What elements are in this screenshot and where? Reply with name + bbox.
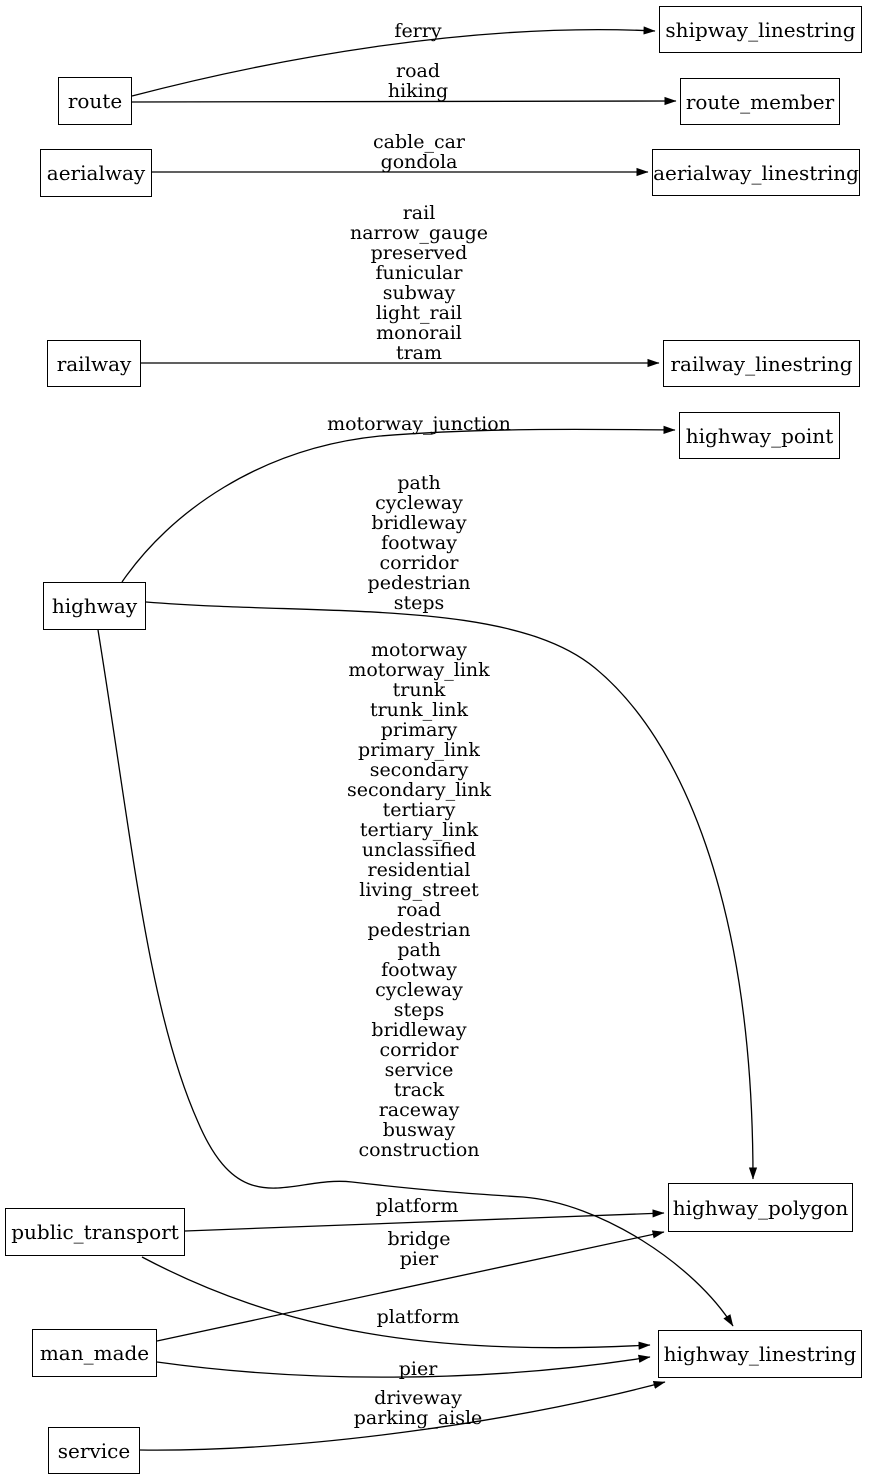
edge-label-motorway-junction bbox=[327, 414, 511, 434]
edge-label-platform-linestring bbox=[377, 1307, 460, 1327]
edge-label-line: tertiary_link bbox=[359, 819, 479, 841]
edge-label-line: cycleway bbox=[375, 492, 463, 514]
edge-label-line: motorway_junction bbox=[327, 413, 511, 435]
edge-label-line: residential bbox=[367, 859, 471, 881]
edge-label-line: raceway bbox=[378, 1099, 460, 1121]
node-label-highway_polygon: highway_polygon bbox=[672, 1195, 849, 1220]
edge-label-line: gondola bbox=[380, 151, 458, 173]
edge-label-line: construction bbox=[358, 1139, 480, 1161]
edge-label-line: steps bbox=[393, 999, 445, 1021]
node-route bbox=[58, 77, 132, 125]
edge-label-line: corridor bbox=[379, 1039, 459, 1061]
edge-label-line: parking_aisle bbox=[353, 1407, 483, 1429]
node-label-shipway_linestring: shipway_linestring bbox=[665, 17, 856, 42]
edge-label-road-hiking bbox=[388, 61, 448, 101]
node-aerialway_linestring bbox=[652, 149, 860, 196]
edge-public_transport-to-highway_linestring bbox=[142, 1257, 650, 1348]
edge-label-line: hiking bbox=[387, 80, 449, 102]
edge-label-line: platform bbox=[376, 1306, 460, 1328]
edge-label-line: preserved bbox=[370, 242, 468, 264]
edge-label-line: path bbox=[397, 472, 441, 494]
edge-label-line: corridor bbox=[379, 552, 459, 574]
edge-label-line: bridleway bbox=[371, 1019, 467, 1041]
edge-label-driveway-parking-aisle bbox=[354, 1388, 483, 1428]
node-label-highway: highway bbox=[51, 594, 138, 618]
node-label-man_made: man_made bbox=[39, 1341, 150, 1365]
edge-label-line: bridleway bbox=[371, 512, 467, 534]
edge-label-line: bridge bbox=[387, 1228, 451, 1250]
node-highway_point bbox=[679, 412, 840, 459]
edge-label-line: secondary bbox=[369, 759, 469, 781]
node-label-service: service bbox=[57, 1438, 131, 1463]
edge-label-line: busway bbox=[382, 1119, 456, 1141]
edge-label-cable-car-gondola bbox=[373, 132, 465, 172]
node-label-aerialway_linestring: aerialway_linestring bbox=[653, 160, 859, 185]
node-shipway_linestring bbox=[659, 6, 862, 53]
node-label-highway_linestring: highway_linestring bbox=[663, 1342, 857, 1366]
edge-label-line: living_street bbox=[359, 879, 479, 901]
edge-label-line: primary bbox=[380, 719, 458, 741]
edge-label-line: tertiary bbox=[382, 799, 456, 821]
edge-label-line: road bbox=[396, 899, 441, 921]
edge-label-line: road bbox=[395, 60, 440, 82]
edge-label-line: light_rail bbox=[375, 302, 463, 324]
node-label-railway: railway bbox=[56, 351, 132, 376]
node-public_transport bbox=[5, 1208, 185, 1256]
edge-label-line: steps bbox=[393, 592, 445, 614]
node-label-railway_linestring: railway_linestring bbox=[670, 351, 853, 376]
node-aerialway bbox=[40, 149, 152, 197]
edge-label-line: path bbox=[397, 939, 441, 961]
edge-label-line: footway bbox=[381, 959, 457, 981]
node-label-public_transport: public_transport bbox=[11, 1220, 179, 1244]
node-route_member bbox=[680, 78, 840, 125]
node-label-route_member: route_member bbox=[685, 89, 835, 114]
edge-label-platform-polygon bbox=[376, 1196, 459, 1216]
edge-label-line: cable_car bbox=[372, 131, 466, 153]
edge-label-ferry bbox=[394, 21, 441, 41]
edge-label-line: narrow_gauge bbox=[349, 222, 489, 244]
edge-label-highway-polygon-types bbox=[368, 473, 471, 613]
edge-label-line: monorail bbox=[376, 322, 462, 344]
edge-label-line: track bbox=[393, 1079, 445, 1101]
node-highway_polygon bbox=[668, 1183, 853, 1232]
edge-label-line: pier bbox=[399, 1248, 439, 1270]
edge-label-line: platform bbox=[375, 1195, 459, 1217]
edge-label-line: funicular bbox=[375, 262, 463, 284]
edge-label-line: pier bbox=[398, 1358, 438, 1380]
edge-label-line: trunk_link bbox=[369, 699, 469, 721]
node-label-aerialway: aerialway bbox=[46, 161, 146, 185]
edge-label-bridge-pier bbox=[388, 1229, 451, 1269]
edge-label-line: cycleway bbox=[375, 979, 463, 1001]
edge-label-line: footway bbox=[381, 532, 457, 554]
edge-label-line: unclassified bbox=[361, 839, 477, 861]
node-highway_linestring bbox=[658, 1330, 862, 1378]
node-man_made bbox=[32, 1329, 157, 1377]
node-label-route: route bbox=[67, 89, 123, 113]
edge-label-line: tram bbox=[395, 342, 443, 364]
edge-label-line: rail bbox=[402, 202, 436, 224]
edge-label-highway-linestring-types bbox=[347, 640, 491, 1160]
edge-label-line: motorway_link bbox=[348, 659, 490, 681]
node-railway bbox=[47, 340, 141, 387]
edge-label-line: ferry bbox=[394, 20, 442, 42]
edge-label-line: pedestrian bbox=[367, 572, 471, 594]
edge-label-line: primary_link bbox=[358, 739, 480, 761]
node-railway_linestring bbox=[663, 340, 860, 387]
node-highway bbox=[43, 582, 146, 630]
edge-label-railway-types bbox=[350, 203, 488, 363]
edge-label-line: motorway bbox=[371, 639, 467, 661]
edge-label-line: trunk bbox=[392, 679, 446, 701]
edge-label-line: secondary_link bbox=[346, 779, 492, 801]
edge-label-line: service bbox=[384, 1059, 454, 1081]
node-service bbox=[48, 1427, 140, 1474]
node-label-highway_point: highway_point bbox=[685, 423, 834, 448]
edge-label-line: subway bbox=[382, 282, 456, 304]
edge-label-line: driveway bbox=[374, 1387, 462, 1409]
edge-label-line: pedestrian bbox=[367, 919, 471, 941]
edge-label-pier bbox=[399, 1359, 438, 1379]
